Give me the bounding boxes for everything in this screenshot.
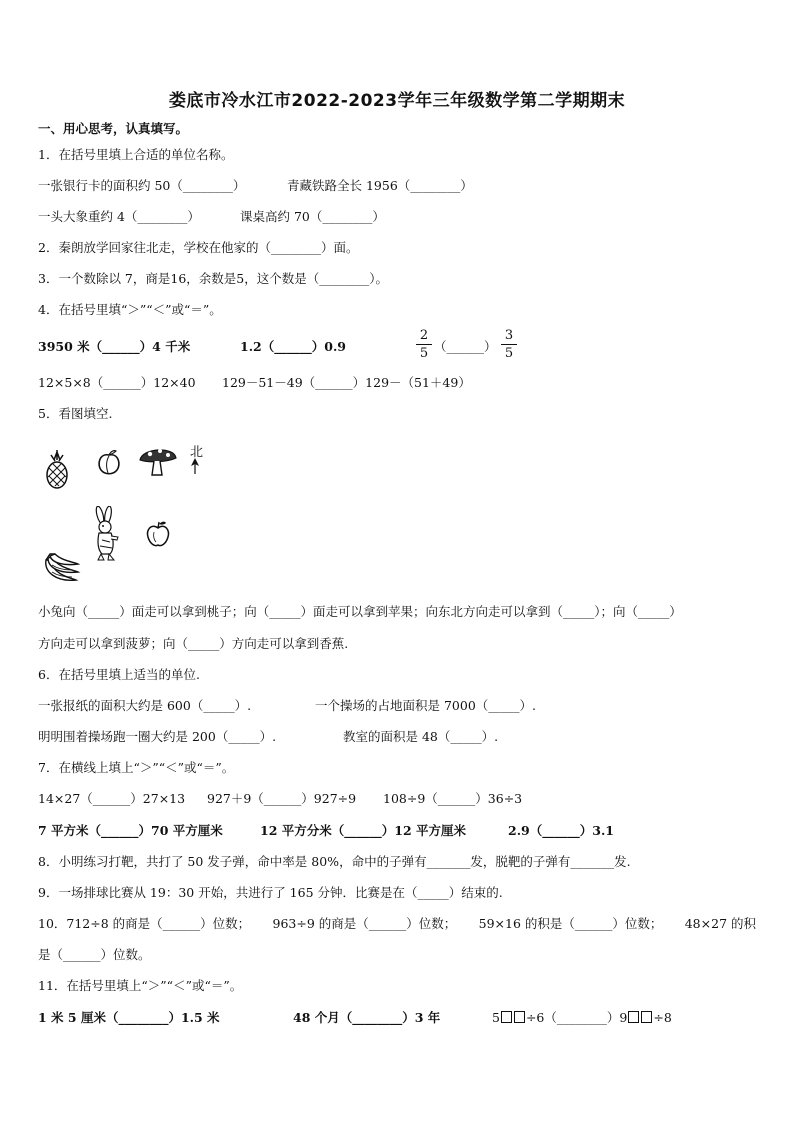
question-10-part-1: 10．712÷8 的商是（______）位数；	[38, 916, 251, 931]
fraction-left-numerator: 2	[416, 327, 432, 345]
question-7-item-d: 7 平方米（______）70 平方厘米	[38, 823, 223, 838]
question-11-c-end: ÷8	[653, 1010, 672, 1025]
question-7-item-e: 12 平方分米（______）12 平方厘米	[260, 823, 466, 838]
fraction-left-denominator: 5	[419, 346, 429, 361]
peach-icon	[95, 449, 123, 477]
question-1-item-c: 一头大象重约 4（________）	[38, 209, 200, 224]
question-4-item-d: 12×5×8（______）12×40	[38, 375, 196, 390]
fraction-right-numerator: 3	[501, 327, 517, 345]
question-11-item-a: 1 米 5 厘米（________）1.5 米	[38, 1010, 220, 1025]
question-5-line-1: 小兔向（_____）面走可以拿到桃子；向（_____）面走可以拿到苹果；向东北方向走可以拿到（_____）；向（_____）	[38, 604, 682, 619]
digit-box	[641, 1011, 652, 1023]
question-10-part-4: 48×27 的积	[684, 916, 756, 931]
question-4-stem: 4．在括号里填“＞”“＜”或“＝”。	[38, 302, 222, 317]
question-7-item-f: 2.9（______）3.1	[508, 823, 614, 838]
bananas-icon	[42, 552, 82, 586]
question-1-item-d: 课桌高约 70（________）	[240, 209, 385, 224]
question-1-item-b: 青藏铁路全长 1956（________）	[287, 178, 473, 193]
question-5-line-2: 方向走可以拿到菠萝；向（_____）方向走可以拿到香蕉.	[38, 636, 349, 651]
section-heading: 一、用心思考，认真填写。	[38, 121, 189, 136]
question-11-item-c	[492, 1009, 672, 1027]
question-7-item-c: 108÷9（______）36÷3	[383, 791, 523, 806]
question-6-item-a: 一张报纸的面积大约是 600（_____）.	[38, 698, 252, 713]
question-4-item-e: 129－51－49（______）129－（51＋49）	[222, 375, 471, 390]
rabbit-icon	[90, 506, 126, 562]
pineapple-icon	[44, 450, 70, 490]
question-6-stem: 6．在括号里填上适当的单位.	[38, 667, 200, 682]
digit-box	[628, 1011, 639, 1023]
digit-box	[501, 1011, 512, 1023]
question-6-item-c: 明明围着操场跑一圈大约是 200（_____）.	[38, 729, 277, 744]
question-7-item-a: 14×27（______）27×13	[38, 791, 186, 806]
question-10-part-2: 963÷9 的商是（______）位数；	[272, 916, 457, 931]
question-1-stem: 1．在括号里填上合适的单位名称。	[38, 147, 234, 162]
question-11-c-post: ÷6（________）9	[525, 1010, 628, 1025]
question-2: 2．秦朗放学回家往北走，学校在他家的（________）面。	[38, 240, 359, 255]
question-9: 9．一场排球比赛从 19：30 开始，共进行了 165 分钟．比赛是在（_____）结束的.	[38, 885, 503, 900]
page-title: 娄底市冷水江市2022-2023学年三年级数学第二学期期末	[168, 91, 626, 111]
fraction-right-denominator: 5	[504, 346, 514, 361]
question-4-item-c: （______）	[434, 339, 497, 354]
question-10-part-3: 59×16 的积是（______）位数；	[478, 916, 663, 931]
question-6-item-d: 教室的面积是 48（_____）.	[343, 729, 499, 744]
question-4-item-a: 3950 米（______）4 千米	[38, 339, 191, 354]
question-11-item-b: 48 个月（________）3 年	[293, 1010, 441, 1025]
question-10-line-2: 是（______）位数。	[38, 947, 151, 962]
question-10-line-1	[38, 915, 756, 933]
fraction-left	[416, 327, 432, 362]
apple-icon	[145, 520, 171, 548]
question-7-stem: 7．在横线上填上“＞”“＜”或“＝”。	[38, 760, 235, 775]
mushroom-icon	[138, 444, 178, 478]
digit-box	[514, 1011, 525, 1023]
question-3: 3．一个数除以 7，商是16，余数是5，这个数是（________）。	[38, 271, 388, 286]
question-1-item-a: 一张银行卡的面积约 50（________）	[38, 178, 246, 193]
question-5-stem: 5．看图填空.	[38, 406, 113, 421]
question-11-stem: 11．在括号里填上“＞”“＜”或“＝”。	[38, 978, 243, 993]
north-label: 北	[190, 445, 204, 460]
question-7-item-b: 927＋9（______）927÷9	[207, 791, 357, 806]
question-4-item-b: 1.2（______）0.9	[240, 339, 346, 354]
question-8: 8．小明练习打靶，共打了 50 发子弹，命中率是 80%，命中的子弹有_______发，脱靶的子弹有_______发.	[38, 854, 631, 869]
question-6-item-b: 一个操场的占地面积是 7000（_____）.	[315, 698, 537, 713]
question-11-c-pre: 5	[492, 1010, 500, 1025]
fraction-right	[501, 327, 517, 362]
